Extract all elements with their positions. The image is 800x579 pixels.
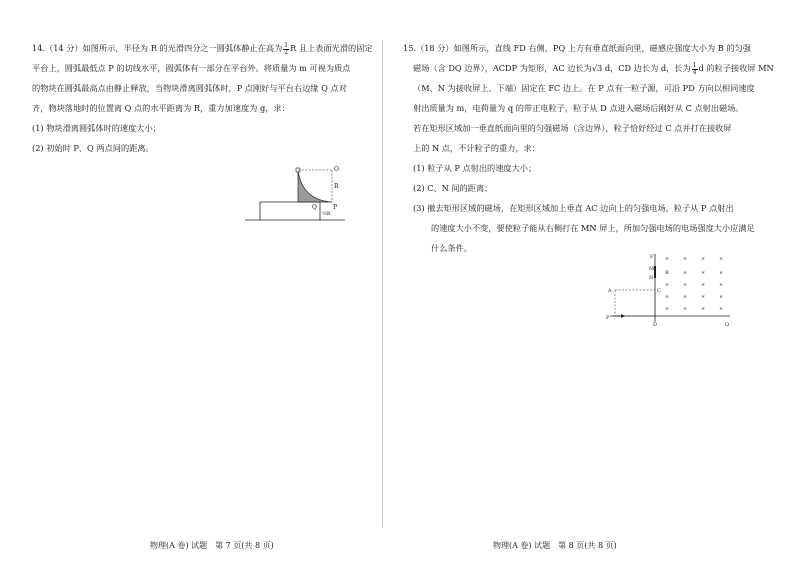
label-o: O [334,166,339,173]
frac-numerator: 1 [692,61,697,69]
field-cross: × [683,306,688,312]
q15-line-5: 若在矩形区域加一垂直纸面向里的匀强磁场（含边界），粒子恰好经过 C 点并打在接收屏 [413,123,732,133]
question-15 [403,38,774,258]
page-7-footer: 物理(A 卷) 试题 第 7 页(共 8 页) [150,541,274,550]
field-cross: × [701,282,706,288]
field-cross: × [719,270,724,276]
q14-line-1 [32,38,373,58]
q15-line-4: 射出质量为 m，电荷量为 q 的带正电粒子，粒子从 D 点进入磁场后刚好从 C 点射出磁场。 [413,103,744,113]
page-8 [393,0,800,579]
frac-numerator: 1 [284,41,289,49]
label-q: Q [725,322,730,328]
frac-denominator: 2 [284,48,289,56]
field-cross: × [665,256,670,262]
fraction-quarter [692,63,698,76]
frac-denominator: 4 [692,68,697,76]
q14-text: 14.（14 分）如图所示，半径为 R 的光滑四分之一圆弧体静止在高为 [32,43,283,53]
q14-line-4: 齐，物块落地时的位置离 Q 点的水平距离为 R，重力加速度为 g，求： [32,103,290,113]
q14-line-2: 平台上，圆弧最低点 P 的切线水平，圆弧体有一部分在平台外。将质量为 m 可视为质点 [32,63,351,73]
label-c: C [657,288,661,294]
field-cross: × [719,294,724,300]
arc-body [298,170,332,202]
q15-subquestion-3-cont: 的速度大小不变，要使粒子能从右侧打在 MN 屏上，所加匀强电场的电场强度大小应满足 [431,223,755,233]
q14-text: R 且上表面光滑的固定 [290,43,373,53]
field-cross: × [701,270,706,276]
field-cross: × [683,294,688,300]
field-cross: × [719,306,724,312]
label-m: M [649,266,655,272]
arrow-head [621,314,625,318]
magnetic-field-crosses [665,256,723,312]
q15-subquestion-2: (2) C、N 间的距离； [413,183,493,193]
q15-line-2 [403,58,774,78]
label-n: N [649,275,654,281]
label-r: R [334,183,339,190]
label-p: P [606,315,610,321]
field-cross: × [701,256,706,262]
label-p: P [333,204,338,211]
q15-subquestion-3-end: 什么条件。 [431,243,472,253]
label-d: D [653,322,658,328]
q15-subquestion-3: (3) 撤去矩形区域的磁场，在矩形区域加上垂直 AC 边向上的匀强电场，粒子从 P 点射出 [413,203,734,213]
page-8-footer: 物理(A 卷) 试题 第 8 页(共 8 页) [493,541,617,550]
q15-text: 磁场（含 DQ 边界），ACDP 为矩形，AC 边长为√3 d，CD 边长为 d，长为 [413,63,691,73]
field-cross: × [701,294,706,300]
rect-acdp [615,290,655,316]
field-cross: × [683,270,688,276]
question-14 [32,38,373,158]
field-cross: × [665,306,670,312]
field-cross: × [701,306,706,312]
field-cross: × [665,282,670,288]
fraction-half [283,43,289,56]
q14-subquestion-1: (1) 物块滑离圆弧体时的速度大小； [32,123,161,133]
page-7 [0,0,385,579]
label-f: F [650,254,654,260]
label-half-r: ½R [322,211,331,217]
q15-line-1: 15.（18 分）如图所示，直线 FD 右侧，PQ 上方有垂直纸面向里，磁感应强度大小为 B 的匀强 [403,43,751,53]
field-cross: × [665,294,670,300]
field-cross: × [719,256,724,262]
label-a: A [608,288,612,294]
field-cross: × [683,282,688,288]
q15-subquestion-1: (1) 粒子从 P 点射出的速度大小； [413,163,537,173]
q15-line-3: （M、N 为接收屏上、下端）固定在 FC 边上。在 P 点有一粒子源，可沿 PD 方向以相同速度 [413,83,755,93]
q15-line-6: 上的 N 点，不计粒子的重力，求： [413,143,540,153]
label-b: B [665,270,669,276]
field-cross: × [683,256,688,262]
q14-line-3: 的物块在圆弧最高点由静止释放，当物块滑离圆弧体时，P 点刚好与平台右边缘 Q 点对 [32,83,347,93]
q15-text: d 的粒子接收屏 MN [698,63,774,73]
q14-subquestion-2: (2) 初始时 P、Q 两点间的距离。 [32,143,154,153]
q15-figure [605,250,735,330]
field-cross: × [719,282,724,288]
label-q: Q [312,204,317,211]
q14-figure [240,160,350,230]
